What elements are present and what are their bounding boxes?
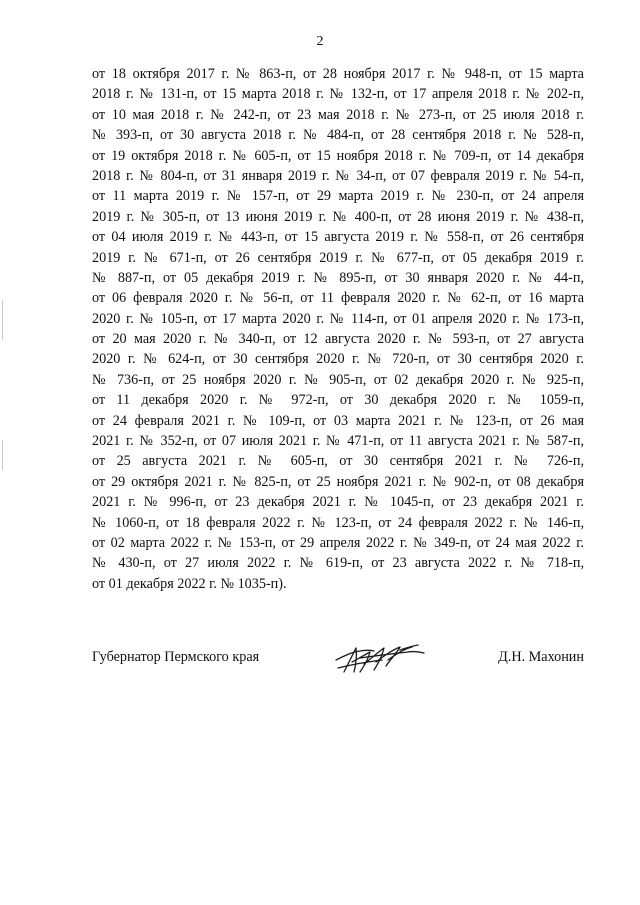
scan-margin-mark	[2, 300, 3, 340]
body-text-line: 2018 г. № 131-п, от 15 марта 2018 г. № 132-п, от 17 апреля 2018 г. № 202-п,	[92, 86, 584, 103]
body-paragraph	[92, 64, 584, 594]
body-text-line: 2021 г. № 352-п, от 07 июля 2021 г. № 471-п, от 11 августа 2021 г. № 587-п,	[92, 433, 584, 450]
body-text-line: от 20 мая 2020 г. № 340-п, от 12 августа 2020 г. № 593-п, от 27 августа	[92, 331, 584, 348]
handwritten-signature	[330, 638, 430, 678]
body-text-line: № 393-п, от 30 августа 2018 г. № 484-п, от 28 сентября 2018 г. № 528-п,	[92, 127, 584, 144]
body-text-line: от 18 октября 2017 г. № 863-п, от 28 ноября 2017 г. № 948-п, от 15 марта	[92, 66, 584, 82]
body-text-line: 2020 г. № 624-п, от 30 сентября 2020 г. № 720-п, от 30 сентября 2020 г.	[92, 351, 584, 368]
body-text-line: от 24 февраля 2021 г. № 109-п, от 03 марта 2021 г. № 123-п, от 26 мая	[92, 412, 584, 429]
body-text-line: от 25 августа 2021 г. № 605-п, от 30 сентября 2021 г. № 726-п,	[92, 453, 584, 470]
signer-position-title: Губернатор Пермского края	[92, 649, 260, 665]
body-text-line: от 10 мая 2018 г. № 242-п, от 23 мая 2018 г. № 273-п, от 25 июля 2018 г.	[92, 106, 584, 123]
body-text-line: 2020 г. № 105-п, от 17 марта 2020 г. № 114-п, от 01 апреля 2020 г. № 173-п,	[92, 310, 584, 327]
body-text-line: № 1060-п, от 18 февраля 2022 г. № 123-п, от 24 февраля 2022 г. № 146-п,	[92, 514, 584, 531]
body-text-line: 2019 г. № 305-п, от 13 июня 2019 г. № 400-п, от 28 июня 2019 г. № 438-п,	[92, 208, 584, 225]
body-text-line: 2019 г. № 671-п, от 26 сентября 2019 г. № 677-п, от 05 декабря 2019 г.	[92, 249, 584, 266]
body-text-line: 2018 г. № 804-п, от 31 января 2019 г. № 34-п, от 07 февраля 2019 г. № 54-п,	[92, 167, 584, 184]
body-text-line: от 06 февраля 2020 г. № 56-п, от 11 февраля 2020 г. № 62-п, от 16 марта	[92, 290, 584, 307]
signer-name: Д.Н. Махонин	[498, 649, 584, 665]
body-text-line: от 11 декабря 2020 г. № 972-п, от 30 декабря 2020 г. № 1059-п,	[92, 392, 584, 409]
body-text-line: № 736-п, от 25 ноября 2020 г. № 905-п, от 02 декабря 2020 г. № 925-п,	[92, 371, 584, 388]
scan-margin-mark	[2, 440, 3, 470]
body-text-line: от 11 марта 2019 г. № 157-п, от 29 марта 2019 г. № 230-п, от 24 апреля	[92, 188, 584, 205]
body-text-line: от 01 декабря 2022 г. № 1035-п).	[92, 575, 287, 592]
body-text-line: от 02 марта 2022 г. № 153-п, от 29 апреля 2022 г. № 349-п, от 24 мая 2022 г.	[92, 534, 584, 551]
body-text-line: от 19 октября 2018 г. № 605-п, от 15 ноября 2018 г. № 709-п, от 14 декабря	[92, 147, 584, 164]
body-text-line: от 04 июля 2019 г. № 443-п, от 15 августа 2019 г. № 558-п, от 26 сентября	[92, 229, 584, 246]
body-text-line: 2021 г. № 996-п, от 23 декабря 2021 г. № 1045-п, от 23 декабря 2021 г.	[92, 494, 584, 511]
body-text-line: № 887-п, от 05 декабря 2019 г. № 895-п, от 30 января 2020 г. № 44-п,	[92, 269, 584, 286]
body-text-line: № 430-п, от 27 июля 2022 г. № 619-п, от 23 августа 2022 г. № 718-п,	[92, 555, 584, 572]
signature-block	[92, 638, 584, 678]
page-number: 2	[316, 34, 324, 49]
body-text-line: от 29 октября 2021 г. № 825-п, от 25 ноября 2021 г. № 902-п, от 08 декабря	[92, 473, 584, 490]
